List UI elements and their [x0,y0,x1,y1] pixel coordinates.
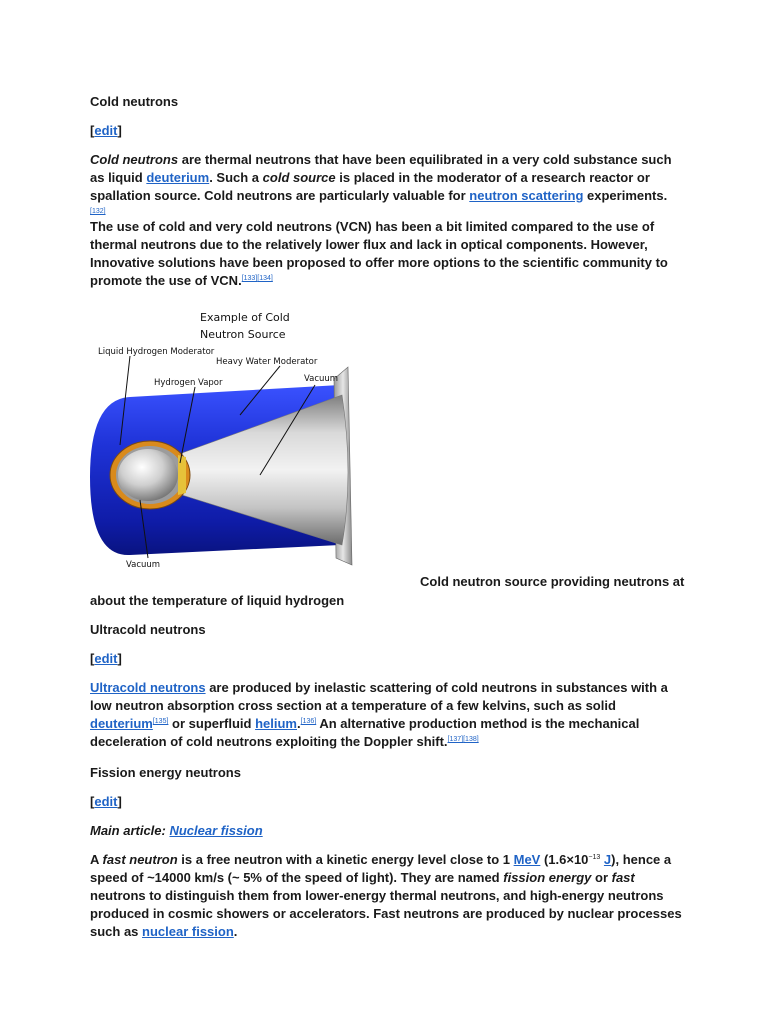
link-nuclear-fission[interactable]: nuclear fission [142,924,234,939]
ref-134[interactable]: [134] [257,275,273,282]
term-fast: fast [611,870,635,885]
moderator-chamber [118,449,178,501]
link-neutron-scattering[interactable]: neutron scattering [469,188,584,203]
main-article-note: Main article: Nuclear fission [90,823,263,838]
moderator-neck [178,455,186,495]
edit-link-ultracold[interactable]: edit [94,651,118,666]
ref-137[interactable]: [137] [447,736,464,743]
edit-cold-row: [edit] [90,123,122,138]
label-heavy-water-moderator: Heavy Water Moderator [216,357,318,367]
link-ultracold-neutrons[interactable]: Ultracold neutrons [90,680,206,695]
term-cold-source: cold source [262,170,336,185]
link-deuterium-2[interactable]: deuterium [90,716,153,731]
link-deuterium[interactable]: deuterium [146,170,210,185]
cold-neutron-source-figure [90,305,360,575]
figure-title-2: Neutron Source [200,328,286,341]
ref-133[interactable]: [133] [241,275,258,282]
heading-fission-energy-neutrons: Fission energy neutrons [90,765,241,780]
term-fast-neutron: fast neutron [102,852,178,867]
paragraph-cold-2: The use of cold and very cold neutrons (VCN) has been a bit limited compared to the use of thermal neutrons due to the relatively lower flux and lack in optical components. However, Innovative solutions have been proposed to offer more options to the scientific community to promote the use of VCN.[133][134] [90,219,668,288]
figure-caption-line-2: about the temperature of liquid hydrogen [90,593,345,608]
label-hydrogen-vapor: Hydrogen Vapor [154,378,223,388]
term-cold-neutrons: Cold neutrons [90,152,179,167]
figure-title-1: Example of Cold [200,311,290,324]
figure-caption-line-1: Cold neutron source providing neutrons at [420,574,685,589]
cold-neutron-source-diagram [90,305,360,575]
link-mev[interactable]: MeV [513,852,541,867]
paragraph-fission-1: A fast neutron is a free neutron with a kinetic energy level close to 1 MeV ($1.6\times 10^{-13}$ J), hence a speed of ~14000 km/s (~ 5% of the speed of light). They are named fission energy or fast neutrons to distinguish them from lower-energy thermal neutrons, and high-energy neutrons produced in cosmic showers or accelerators. Fast neutrons are produced by nuclear processes such as nuclear fission. [90,852,682,939]
link-nuclear-fission-main[interactable]: Nuclear fission [169,823,263,838]
ref-138[interactable]: [138] [463,736,479,743]
heading-cold-neutrons: Cold neutrons [90,94,179,109]
label-liquid-hydrogen-moderator: Liquid Hydrogen Moderator [98,347,215,357]
ref-132[interactable]: [132] [90,208,106,215]
exponent: −13 [588,854,601,861]
edit-fission-row: [edit] [90,794,122,809]
ref-135[interactable]: [135] [152,718,169,725]
heading-ultracold-neutrons: Ultracold neutrons [90,622,206,637]
label-vacuum-top: Vacuum [304,374,339,384]
edit-ultracold-row: [edit] [90,651,122,666]
label-vacuum-bottom: Vacuum [126,560,161,570]
edit-link-cold[interactable]: edit [94,123,118,138]
paragraph-cold-1: Cold neutrons are thermal neutrons that have been equilibrated in a very cold substance such as liquid deuterium. Such a cold source is placed in the moderator of a research reactor or spallation source. Cold neutrons are particularly valuable for neutron scattering experiments.[132] [90,152,672,215]
link-helium[interactable]: helium [255,716,297,731]
term-fission-energy: fission energy [503,870,592,885]
ref-136[interactable]: [136] [300,718,317,725]
link-joule[interactable]: J [603,852,612,867]
edit-link-fission[interactable]: edit [94,794,118,809]
paragraph-ultracold-1: Ultracold neutrons are produced by inelastic scattering of cold neutrons in substances with a low neutron absorption cross section at a temperature of a few kelvins, such as solid deuterium[135] or superfluid helium.[136] An alternative production method is the mechanical deceleration of cold neutrons exploiting the Doppler shift.[137][138] [90,680,668,749]
